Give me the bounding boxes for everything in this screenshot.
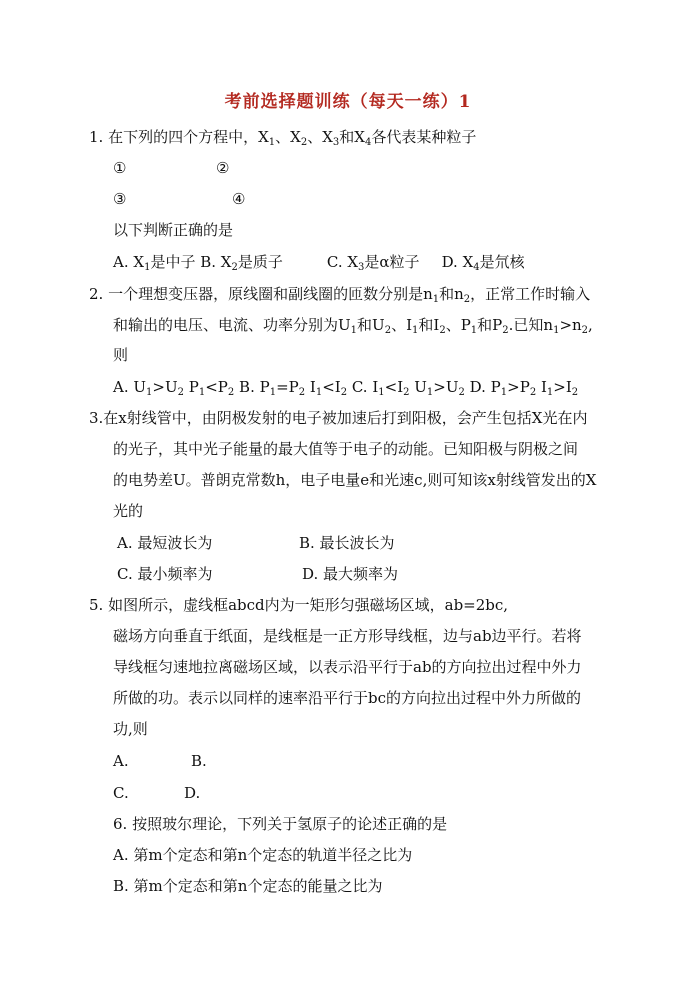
q3-option-b: B. 最长波长为 — [299, 534, 395, 552]
q2-options: A. $U_1>U_2$ $P_1<P_2$ B. $P_1=P_2$ $I_1<I_2$ C. $I_1<I_2$ $U_1>U_2$ D. $P_1>P_2$ $I_1>I_2$ — [113, 378, 579, 398]
q1-option-c: C. $X_3$是α粒子 — [326, 253, 420, 273]
q6-stem: 6. 按照玻尔理论，下列关于氢原子的论述正确的是 — [113, 815, 448, 833]
q3-line-1: 3.在x射线管中，由阴极发射的电子被加速后打到阳极，会产生包括X光在内 — [89, 409, 588, 427]
q6-option-b: B. 第m个定态和第n个定态的能量之比为 — [113, 877, 383, 895]
q2-line-1: 2. 一个理想变压器，原线圈和副线圈的匝数分别是$n_1$和$n_2$，正常工作时输入 — [89, 285, 591, 305]
q1-option-a: A. $X_1$是中子 — [113, 253, 196, 273]
q1-prompt: 以下判断正确的是 — [113, 221, 234, 239]
q5-line-4: 所做的功。表示以同样的速率沿平行于bc的方向拉出过程中外力所做的 — [113, 689, 582, 707]
q6-option-a: A. 第m个定态和第n个定态的轨道半径之比为 — [113, 846, 413, 864]
q1-equation-3: ③ — [113, 190, 127, 208]
q1-equation-4: ④ — [232, 190, 246, 208]
q2-line-2: 和输出的电压、电流、功率分别为$U_1$和$U_2$、$I_1$和$I_2$、$P_1$和$P_2$.已知$n_1>n_2$, — [113, 316, 593, 336]
q1-equation-2: ② — [216, 159, 230, 177]
q5-option-d: D. — [184, 784, 201, 802]
q1-option-d: D. $X_4$是氘核 — [441, 253, 525, 273]
q3-line-2: 的光子，其中光子能量的最大值等于电子的动能。已知阳极与阴极之间 — [113, 440, 579, 458]
q3-line-3: 的电势差U。普朗克常数h，电子电量e和光速c,则可知该x射线管发出的X — [113, 471, 597, 489]
q5-line-5: 功,则 — [113, 720, 148, 738]
q5-line-2: 磁场方向垂直于纸面，是线框是一正方形导线框，边与ab边平行。若将 — [113, 627, 582, 645]
q5-line-1: 5. 如图所示，虚线框abcd内为一矩形匀强磁场区域，ab=2bc, — [89, 596, 509, 614]
q3-option-c: C. 最小频率为 — [117, 565, 213, 583]
q5-option-a: A. — [113, 752, 129, 770]
q1-stem: 1. 在下列的四个方程中，$X_1$、$X_2$、$X_3$和$X_4$各代表某种粒子 — [89, 128, 477, 148]
q3-option-d: D. 最大频率为 — [302, 565, 399, 583]
q5-option-c: C. — [113, 784, 129, 802]
q1-option-b: B. $X_2$是质子 — [200, 253, 283, 273]
q1-equation-1: ① — [113, 159, 127, 177]
q2-line-3: 则 — [113, 346, 129, 364]
q5-option-b: B. — [191, 752, 207, 770]
q5-line-3: 导线框匀速地拉离磁场区域，以表示沿平行于ab的方向拉出过程中外力 — [113, 658, 582, 676]
q3-line-4: 光的 — [113, 502, 144, 520]
q3-option-a: A. 最短波长为 — [117, 534, 213, 552]
q1-options — [113, 252, 525, 272]
page-title: 考前选择题训练（每天一练）1 — [224, 92, 472, 112]
